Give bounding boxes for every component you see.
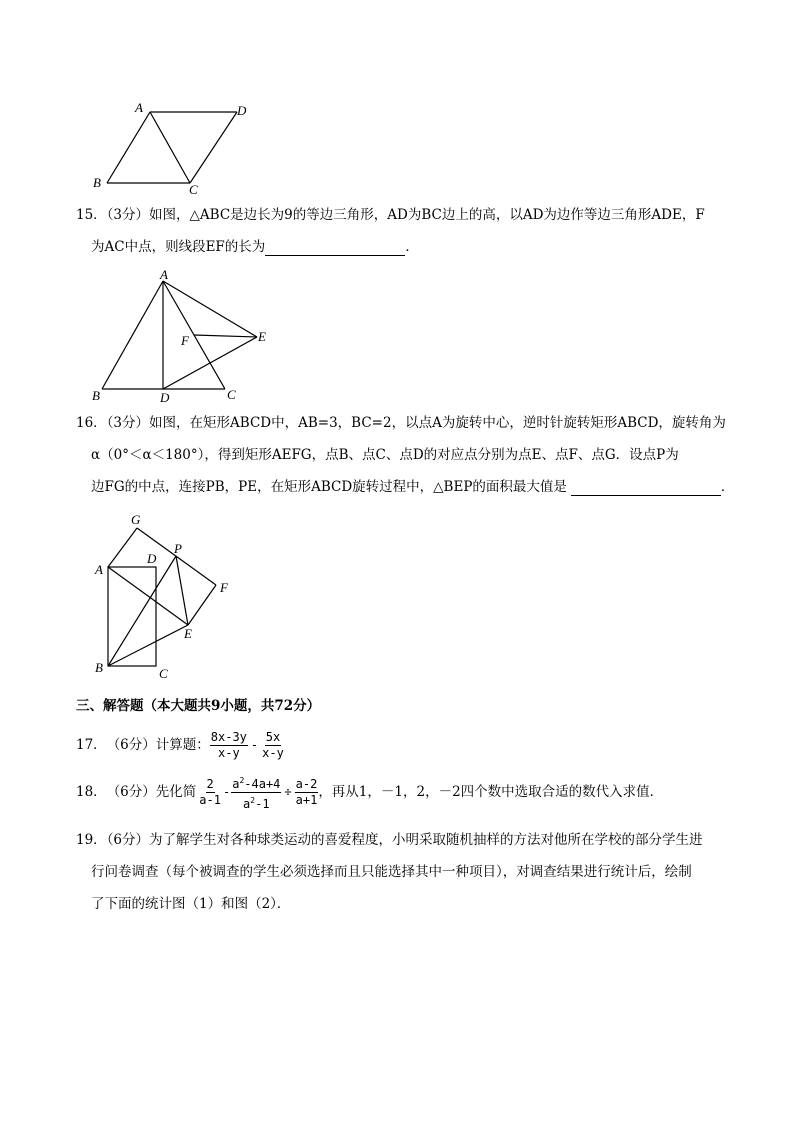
- label-A: A: [135, 100, 143, 115]
- label-D: D: [147, 551, 157, 566]
- q15-triangle-figure: [88, 265, 278, 405]
- label-F: F: [181, 333, 189, 348]
- question-score: （6分）: [106, 737, 156, 753]
- question-text: 先化简: [155, 784, 197, 800]
- segment-AE: [163, 281, 257, 337]
- q15-line2: [91, 238, 419, 256]
- segment-BP: [108, 556, 176, 666]
- segment-AC: [150, 112, 190, 183]
- label-C: C: [227, 387, 236, 402]
- q16-line2: α（0°＜α＜180°），得到矩形AEFG，点B、点C、点D的对应点分别为点E、点F、点G．设点P为: [91, 447, 679, 463]
- term: a: [232, 776, 240, 791]
- label-E: E: [258, 329, 266, 344]
- segment-DE: [163, 337, 257, 389]
- q19-line3: 了下面的统计图（1）和图（2）．: [91, 896, 291, 912]
- question-score: （6分）: [106, 784, 156, 800]
- question-text: 计算题：: [155, 737, 210, 753]
- question-text: 边FG的中点，连接PB，PE，在矩形ABCD旋转过程中，△BEP的面积最大值是: [91, 479, 567, 495]
- label-F: F: [220, 580, 228, 595]
- segment-FE: [194, 335, 257, 337]
- question-number: 16．: [76, 415, 107, 431]
- q16-line1: [76, 414, 726, 432]
- label-B: B: [93, 175, 101, 190]
- divide-operator: ÷: [284, 785, 292, 799]
- segment-FE: [188, 585, 216, 625]
- question-text: ，再从1，－1，2，－2四个数中选取合适的数代入求值．: [318, 784, 664, 800]
- q16-rectangle-figure: [88, 508, 248, 686]
- q19-line1: [76, 831, 703, 849]
- label-D: D: [160, 390, 170, 405]
- question-score: （3分）: [106, 207, 150, 223]
- q15-line1: [76, 206, 705, 224]
- fraction-numerator: 2: [206, 776, 214, 791]
- question-text: 为了解学生对各种球类运动的喜爱程度，小明采取随机抽样的方法对他所在学校的部分学生进: [149, 832, 703, 848]
- segment-AG: [108, 528, 137, 567]
- label-P: P: [174, 541, 182, 556]
- label-B: B: [92, 388, 100, 403]
- label-G: G: [131, 512, 141, 527]
- question-text: 如图，△ABC是边长为9的等边三角形，AD为BC边上的高，以AD为边作等边三角形ADE，F: [149, 207, 705, 223]
- label-A: A: [160, 267, 168, 282]
- q16-line3: [91, 478, 734, 496]
- fraction-denominator: a-1: [199, 792, 221, 807]
- question-number: 17．: [76, 737, 107, 753]
- fraction-1: [210, 730, 248, 761]
- fraction-2: [261, 730, 285, 761]
- label-C: C: [189, 182, 198, 197]
- question-number: 15．: [76, 207, 107, 223]
- question-number: 19．: [76, 832, 107, 848]
- section-title: 三、解答题（本大题共9小题，共72分）: [76, 698, 321, 714]
- q17: [76, 725, 285, 765]
- segment-AE: [108, 567, 188, 625]
- segment-AB: [107, 112, 150, 183]
- fraction-denominator: [242, 793, 271, 812]
- fraction-denominator: x-y: [218, 745, 240, 760]
- fraction-3: [295, 777, 319, 808]
- fraction-numerator: a-2: [295, 776, 318, 791]
- segment-DC: [190, 112, 237, 183]
- minus-operator: -: [222, 785, 231, 799]
- fraction-1: [198, 777, 222, 808]
- fraction-denominator: a+1: [295, 792, 318, 807]
- question-text: 如图，在矩形ABCD中，AB=3，BC=2，以点A为旋转中心，逆时针旋转矩形ABCD，旋转角为: [149, 415, 726, 431]
- segment-PE: [176, 556, 188, 625]
- fraction-denominator: x-y: [262, 745, 284, 760]
- minus-operator: -: [250, 738, 259, 752]
- answer-blank[interactable]: [571, 481, 721, 496]
- label-C: C: [159, 666, 168, 681]
- label-D: D: [237, 103, 247, 118]
- segment-AB: [102, 281, 163, 389]
- question-text-end: ．: [405, 239, 419, 255]
- question-number: 18．: [76, 784, 107, 800]
- question-score: （3分）: [106, 415, 150, 431]
- term: a: [243, 796, 251, 811]
- answer-blank[interactable]: [265, 241, 405, 256]
- rhombus-figure: [85, 98, 260, 198]
- label-B: B: [95, 660, 103, 675]
- label-E: E: [184, 626, 192, 641]
- question-score: （6分）: [106, 832, 150, 848]
- exponent: 2: [250, 795, 256, 805]
- rectangle-ABCD: [108, 567, 156, 666]
- fraction-numerator: 8x-3y: [210, 729, 247, 744]
- fraction-numerator: 5x: [265, 729, 281, 744]
- q18: [76, 771, 663, 813]
- term: -4a+4: [244, 776, 281, 791]
- fraction-2: [231, 773, 281, 812]
- question-text: 为AC中点，则线段EF的长为: [91, 239, 266, 255]
- fraction-numerator: [231, 773, 281, 793]
- exponent: 2: [239, 775, 245, 785]
- term: -1: [255, 796, 270, 811]
- q19-line2: 行问卷调查（每个被调查的学生必须选择而且只能选择其中一种项目），对调查结果进行统计后，绘制: [91, 864, 692, 880]
- question-text-end: ．: [720, 479, 735, 495]
- label-A: A: [95, 562, 103, 577]
